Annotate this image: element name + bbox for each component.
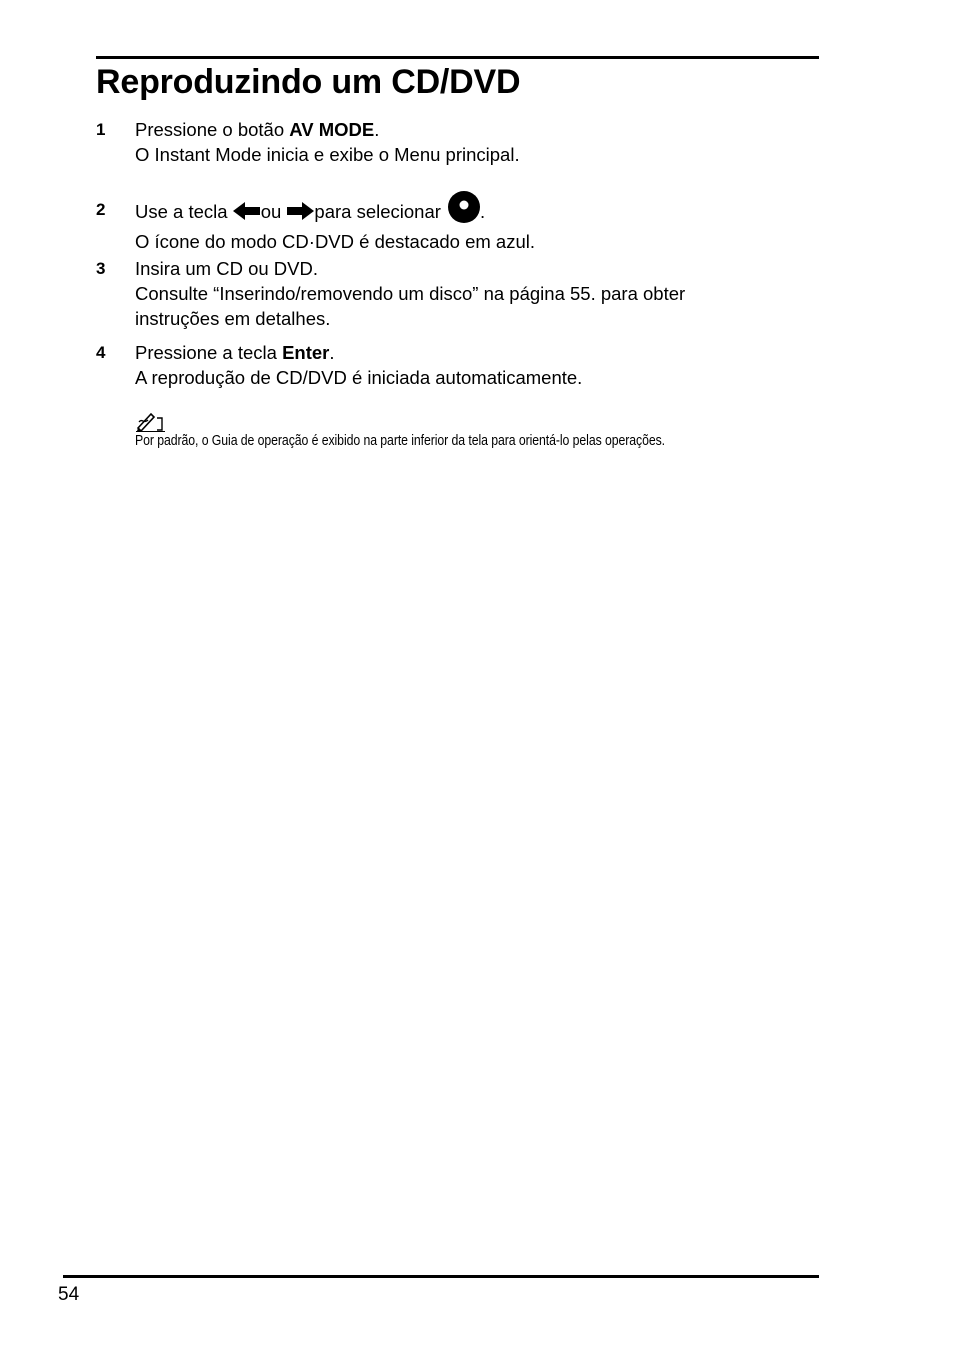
step-body bbox=[135, 197, 815, 254]
enter-key-label: Enter bbox=[282, 342, 330, 363]
page-title: Reproduzindo um CD/DVD bbox=[96, 63, 521, 101]
step-body bbox=[135, 256, 815, 331]
step-text: Use a tecla bbox=[135, 200, 228, 222]
step-text: . bbox=[374, 119, 380, 140]
pencil-note-icon bbox=[135, 410, 167, 432]
step-line: A reprodução de CD/DVD é iniciada automaticamente. bbox=[135, 367, 583, 388]
step-text: . bbox=[329, 342, 335, 363]
step-line bbox=[135, 197, 815, 229]
disc-icon bbox=[448, 191, 480, 223]
step-body bbox=[135, 340, 815, 390]
top-rule bbox=[96, 56, 819, 59]
step-line: Consulte “Inserindo/removendo um disco” na página 55. para obter bbox=[135, 283, 686, 304]
step-text: . bbox=[480, 200, 486, 222]
right-arrow-icon bbox=[286, 201, 314, 221]
step-number: 1 bbox=[96, 120, 106, 139]
step-line bbox=[135, 340, 815, 365]
step-number: 2 bbox=[96, 200, 106, 219]
step-line: instruções em detalhes. bbox=[135, 308, 331, 329]
step-line: O Instant Mode inicia e exibe o Menu principal. bbox=[135, 144, 520, 165]
page-number: 54 bbox=[58, 1284, 80, 1305]
step-body bbox=[135, 117, 815, 167]
note-text: Por padrão, o Guia de operação é exibido na parte inferior da tela para orientá-lo pelas operações. bbox=[135, 432, 666, 449]
step-text: ou bbox=[260, 200, 282, 222]
step-line: O ícone do modo CD·DVD é destacado em azul. bbox=[135, 231, 535, 252]
av-mode-key-label: AV MODE bbox=[289, 119, 375, 140]
bottom-rule bbox=[63, 1275, 819, 1278]
step-text: Pressione o botão bbox=[135, 119, 290, 140]
left-arrow-icon bbox=[233, 201, 261, 221]
step-line bbox=[135, 117, 815, 142]
step-text: Pressione a tecla bbox=[135, 342, 283, 363]
step-text: para selecionar bbox=[314, 200, 441, 222]
step-line: Insira um CD ou DVD. bbox=[135, 258, 318, 279]
step-number: 3 bbox=[96, 259, 106, 278]
step-number: 4 bbox=[96, 343, 106, 362]
